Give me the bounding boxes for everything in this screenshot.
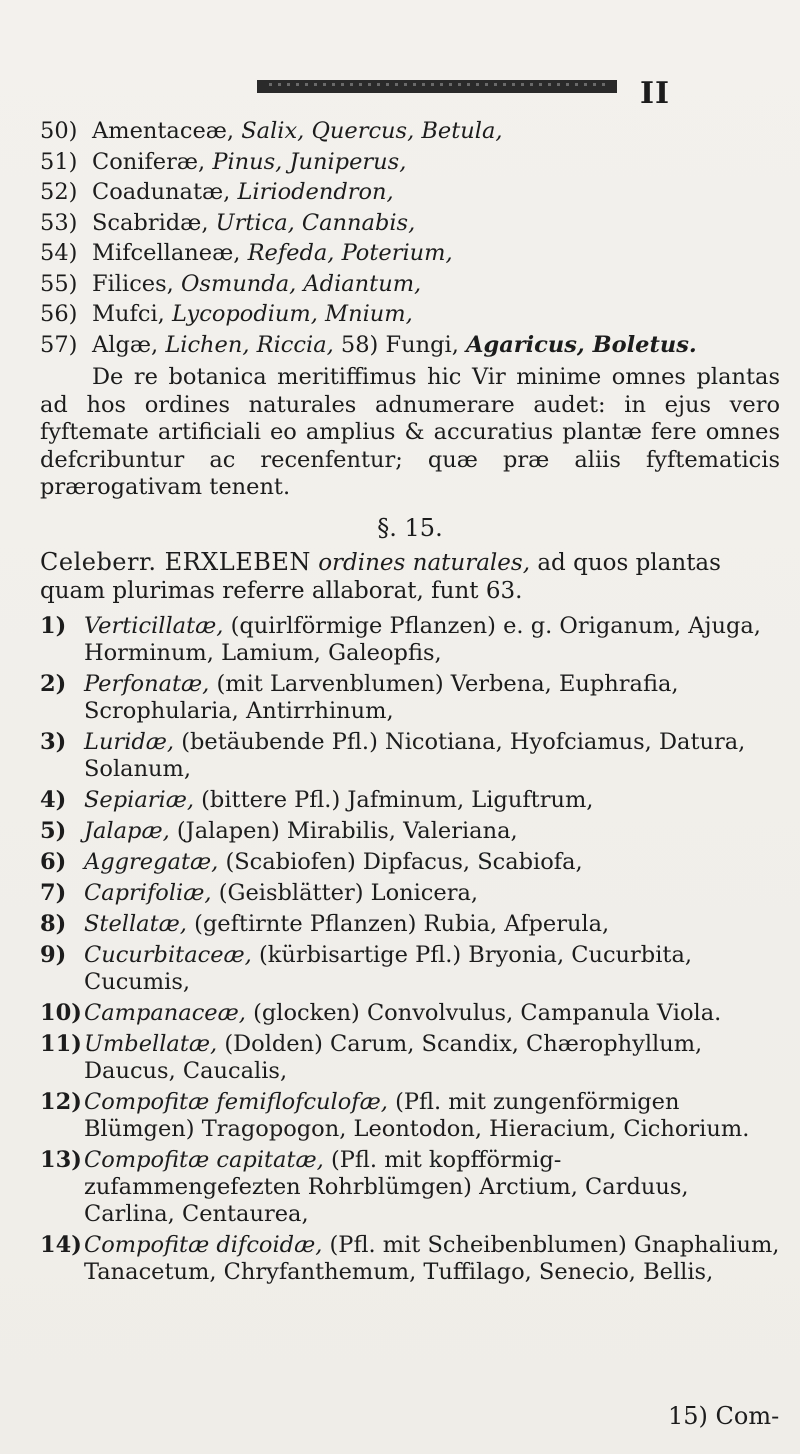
entry-body [84, 1000, 780, 1027]
list-item [40, 301, 780, 328]
list-item [40, 849, 780, 876]
list-item [40, 1232, 780, 1286]
order-name: Mufci, [92, 301, 165, 328]
item-number: 51) [40, 148, 78, 175]
entry-text: (quirlförmige Pflanzen) e. g. Origanum, Ajuga, Horminum, Lamium, Galeopfis, [84, 613, 761, 667]
order-genera: Salix, Quercus, Betula, [241, 118, 503, 144]
order-genera: Osmunda, Adiantum, [180, 270, 422, 297]
order-genera: Liriodendron, [237, 179, 394, 206]
catchword: 15) Com- [668, 1402, 780, 1430]
list-item [40, 271, 780, 298]
list-item [40, 787, 780, 814]
item-number: 58) [340, 331, 379, 358]
order-name: Campanaceæ, [84, 1000, 246, 1027]
entry-body [84, 818, 780, 845]
list-item [40, 613, 780, 667]
list-item [40, 729, 780, 783]
item-number: 54) [40, 240, 78, 267]
item-number: 3) [40, 729, 67, 756]
entry-text: (Scabiofen) Dipfacus, Scabiofa, [225, 849, 583, 876]
list-item [40, 1000, 780, 1027]
entry-text: (Dolden) Carum, Scandix, Chærophyllum, Daucus, Caucalis, [84, 1031, 703, 1085]
order-name: Mifcellaneæ, [92, 240, 241, 267]
entry-body [84, 729, 780, 783]
list-item [40, 118, 780, 145]
entry-text: (geftirnte Pflanzen) Rubia, Afperula, [194, 911, 610, 938]
item-number: 55) [40, 270, 78, 297]
entry-text: (Pfl. mit zungenförmigen Blümgen) Tragopogon, Leontodon, Hieracium, Cichorium. [84, 1089, 750, 1143]
order-name: Verticillatæ, [84, 613, 224, 640]
entry-body [84, 1089, 780, 1143]
intro-rest: ad quos plantas quam plurimas referre allaborat, funt 63. [40, 549, 721, 605]
item-number: 10) [40, 1000, 82, 1027]
item-number: 1) [40, 613, 67, 640]
item-number: 14) [40, 1232, 82, 1259]
list-item [40, 880, 780, 907]
entry-body [84, 911, 780, 938]
entry-body [84, 787, 780, 814]
item-number: 57) [40, 331, 78, 358]
item-number: 11) [40, 1031, 82, 1058]
order-genera: Lichen, Riccia, [165, 331, 334, 358]
order-name: Algæ, [92, 331, 159, 358]
entry-text: (mit Larvenblumen) Verbena, Euphrafia, Scrophularia, Antirrhinum, [84, 671, 679, 725]
entry-text: (Pfl. mit Scheibenblumen) Gnaphalium, Tanacetum, Chryfanthemum, Tuffilago, Senecio, Bellis, [84, 1232, 780, 1286]
order-genera: Lycopodium, Mnium, [171, 301, 413, 328]
order-name: Amentaceæ, [92, 118, 235, 144]
list-item [40, 1031, 780, 1085]
orders-list [40, 118, 780, 358]
list-item [40, 818, 780, 845]
item-number: 56) [40, 301, 78, 328]
order-name: Fungi, [385, 331, 459, 358]
order-name: Umbellatæ, [84, 1031, 218, 1058]
entry-body [84, 1232, 780, 1286]
order-genera: Urtica, Cannabis, [215, 209, 416, 236]
paragraph-botanica: De re botanica meritiffimus hic Vir minime omnes plantas ad hos ordines naturales adnumerare audet: in ejus vero fyftemate artificiali eo amplius & accuratius plantæ fere omnes defcribuntur ac recenfentur; quæ præ aliis fyftematicis prærogativam tenent. [40, 364, 780, 501]
list-item [40, 210, 780, 237]
header-rule-ornament [257, 80, 617, 93]
item-number: 8) [40, 911, 67, 938]
order-name: Filices, [92, 270, 174, 297]
entry-body [84, 671, 780, 725]
item-number: 53) [40, 209, 78, 236]
item-number: 2) [40, 671, 67, 698]
order-name: Coniferæ, [92, 148, 206, 175]
entry-body [84, 942, 780, 996]
list-item [40, 179, 780, 206]
entry-text: (bittere Pfl.) Jafminum, Liguftrum, [201, 787, 594, 814]
entry-text: (glocken) Convolvulus, Campanula Viola. [253, 1000, 722, 1027]
order-name: Jalapæ, [84, 818, 170, 845]
section-heading: §. 15. [377, 513, 443, 542]
list-item [40, 149, 780, 176]
intro-lead: Celeberr. ERXLEBEN [40, 547, 311, 576]
entry-body [84, 1031, 780, 1085]
entry-text: (betäubende Pfl.) Nicotiana, Hyofciamus, Datura, Solanum, [84, 729, 746, 783]
order-name: Scabridæ, [92, 209, 209, 236]
order-name: Sepiariæ, [84, 787, 194, 814]
item-number: 7) [40, 880, 67, 907]
intro-paragraph [40, 548, 780, 605]
order-name: Stellatæ, [84, 911, 187, 938]
list-item [40, 911, 780, 938]
item-number: 50) [40, 118, 78, 144]
order-genera: Refeda, Poterium, [247, 240, 453, 267]
order-genera: Pinus, Juniperus, [212, 148, 407, 175]
page-number: II [640, 76, 671, 111]
item-number: 52) [40, 179, 78, 206]
order-name: Caprifoliæ, [84, 880, 212, 907]
entry-body [84, 880, 780, 907]
list-item [40, 942, 780, 996]
entry-text: (Pfl. mit kopfförmig- zufammengefezten Rohrblümgen) Arctium, Carduus, Carlina, Centaurea, [84, 1147, 689, 1228]
order-genera: Agaricus, Boletus. [466, 331, 697, 358]
entry-body [84, 1147, 780, 1228]
entry-text: (Jalapen) Mirabilis, Valeriana, [176, 818, 518, 845]
item-number: 9) [40, 942, 67, 969]
item-number: 12) [40, 1089, 82, 1116]
text-block [40, 118, 780, 1290]
order-name: Aggregatæ, [84, 849, 219, 876]
list-item [40, 332, 780, 359]
item-number: 6) [40, 849, 67, 876]
order-name: Coadunatæ, [92, 179, 231, 206]
item-number: 5) [40, 818, 67, 845]
list-item [40, 1147, 780, 1228]
item-number: 13) [40, 1147, 82, 1174]
order-name: Compofitæ femiflofculofæ, [84, 1089, 388, 1116]
entry-text: (kürbisartige Pfl.) Bryonia, Cucurbita, Cucumis, [84, 942, 693, 996]
list-item [40, 240, 780, 267]
list-item [40, 671, 780, 725]
entry-body [84, 849, 780, 876]
entry-body [84, 613, 780, 667]
order-name: Luridæ, [84, 729, 175, 756]
entry-text: (Geisblätter) Lonicera, [218, 880, 479, 907]
order-name: Compofitæ capitatæ, [84, 1147, 324, 1174]
erxleben-orders-list [40, 613, 780, 1286]
order-name: Compofitæ difcoidæ, [84, 1232, 323, 1259]
order-name: Perfonatæ, [84, 671, 210, 698]
item-number: 4) [40, 787, 67, 814]
order-name: Cucurbitaceæ, [84, 942, 252, 969]
intro-emphasis: ordines naturales, [318, 549, 531, 576]
list-item [40, 1089, 780, 1143]
